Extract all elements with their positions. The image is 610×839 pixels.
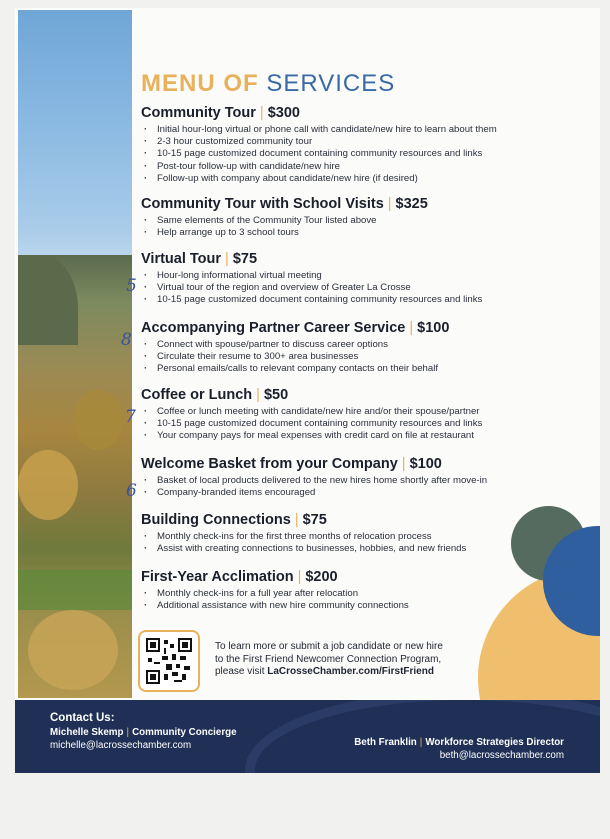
qr-info-text: [215, 641, 443, 679]
handwritten-number: 6: [126, 481, 137, 501]
service-name: Building Connections: [141, 512, 291, 528]
service-name: Community Tour: [141, 105, 256, 121]
list-item: · 2-3 hour customized community tour: [157, 136, 586, 148]
service-name: Accompanying Partner Career Service: [141, 320, 406, 336]
document-page: [15, 8, 600, 773]
contact-role: Workforce Strategies Director: [425, 737, 564, 748]
service-name: Coffee or Lunch: [141, 387, 253, 403]
contact-left: [50, 727, 237, 752]
list-item: · Help arrange up to 3 school tours: [157, 227, 586, 239]
list-item: · 10-15 page customized document containing community resources and links: [157, 294, 586, 306]
service-name: Community Tour with School Visits: [141, 196, 384, 212]
list-item: · Your company pays for meal expenses with credit card on file at restaurant: [157, 430, 586, 442]
qr-line: To learn more or submit a job candidate or new hire: [215, 641, 443, 652]
contact-email[interactable]: michelle@lacrossechamber.com: [50, 739, 192, 751]
list-item: · Follow-up with company about candidate/new hire (if desired): [157, 173, 586, 185]
website-link[interactable]: LaCrosseChamber.com/FirstFriend: [267, 666, 434, 677]
service-price: $200: [305, 569, 338, 585]
section-first-year: First-Year Acclimation | $200 · Monthly check-ins for a full year after relocation · Additional assistance with new hire community connections: [141, 568, 586, 612]
list-item: · 10-15 page customized document containing community resources and links: [157, 418, 586, 430]
section-partner-career: Accompanying Partner Career Service | $100 · Connect with spouse/partner to discuss career options · Circulate their resume to 300+ area businesses · Personal emails/calls to relevant company contacts on their behalf: [141, 319, 586, 376]
qr-line: please visit: [215, 666, 265, 677]
autumn-tree: [28, 610, 118, 690]
qr-code-pattern: [146, 638, 192, 684]
service-price: $300: [267, 105, 300, 121]
service-price: $75: [302, 512, 327, 528]
handwritten-number: 7: [125, 407, 136, 427]
list-item: · Basket of local products delivered to the new hires home shortly after move-in: [157, 475, 586, 487]
autumn-tree: [73, 390, 123, 450]
service-name: Welcome Basket from your Company: [141, 456, 398, 472]
handwritten-number: 5: [126, 276, 137, 296]
list-item: · Assist with creating connections to businesses, hobbies, and new friends: [157, 543, 586, 555]
list-item: · Circulate their resume to 300+ area businesses: [157, 351, 586, 363]
separator: |: [126, 727, 130, 738]
page-title: [141, 70, 395, 98]
contact-email[interactable]: beth@lacrossechamber.com: [439, 749, 564, 761]
service-price: $100: [417, 320, 450, 336]
list-item: · Initial hour-long virtual or phone call with candidate/new hire to learn about them: [157, 124, 586, 136]
section-school-visits: Community Tour with School Visits | $325 · Same elements of the Community Tour listed above · Help arrange up to 3 school tours: [141, 195, 586, 239]
list-item: · Monthly check-ins for the first three months of relocation process: [157, 531, 586, 543]
service-name: First-Year Acclimation: [141, 569, 294, 585]
section-welcome-basket: Welcome Basket from your Company | $100 · Basket of local products delivered to the new hires home shortly after move-in · Company-branded items encouraged: [141, 455, 586, 499]
contact-role: Community Concierge: [132, 727, 237, 738]
list-item: · Monthly check-ins for a full year after relocation: [157, 588, 586, 600]
section-virtual-tour: Virtual Tour | $75 · Hour-long informational virtual meeting · Virtual tour of the region and overview of Greater La Crosse · 10-15 page customized document containing community resources and links: [141, 250, 586, 307]
autumn-tree: [18, 450, 78, 520]
contact-name: Beth Franklin: [354, 737, 417, 748]
service-price: $75: [232, 251, 258, 267]
list-item: · Connect with spouse/partner to discuss career options: [157, 339, 586, 351]
contact-name: Michelle Skemp: [50, 727, 124, 738]
list-item: · Additional assistance with new hire community connections: [157, 600, 586, 612]
list-item: · Post-tour follow-up with candidate/new hire: [157, 161, 586, 173]
service-price: $50: [263, 387, 289, 403]
service-price: $325: [395, 196, 428, 212]
landscape-photo: [18, 10, 132, 698]
section-community-tour: Community Tour | $300 · Initial hour-long virtual or phone call with candidate/new hire to learn about them · 2-3 hour customized community tour · 10-15 page customized document containing community resources and links · Post-tour follow-up with candidate/new hire · Follow-up with company about candidate/new hire (if desired): [141, 104, 586, 185]
service-price: $100: [409, 456, 442, 472]
green-field: [18, 570, 132, 610]
title-part1: MENU OF: [141, 70, 259, 97]
contact-right: [354, 737, 564, 762]
list-item: · Same elements of the Community Tour listed above: [157, 215, 586, 227]
separator: |: [419, 737, 423, 748]
list-item: · Coffee or lunch meeting with candidate/new hire and/or their spouse/partner: [157, 406, 586, 418]
list-item: · Hour-long informational virtual meeting: [157, 270, 586, 282]
list-item: · Virtual tour of the region and overview of Greater La Crosse: [157, 282, 586, 294]
section-building-connections: Building Connections | $75 · Monthly check-ins for the first three months of relocation process · Assist with creating connections to businesses, hobbies, and new friends: [141, 511, 586, 555]
list-item: · Personal emails/calls to relevant company contacts on their behalf: [157, 363, 586, 375]
service-name: Virtual Tour: [141, 251, 222, 267]
contact-title: Contact Us:: [50, 712, 115, 724]
handwritten-number: 8: [121, 330, 132, 350]
list-item: · Company-branded items encouraged: [157, 487, 586, 499]
contact-footer: [15, 700, 600, 773]
qr-line: to the First Friend Newcomer Connection Program,: [215, 653, 442, 665]
list-item: · 10-15 page customized document containing community resources and links: [157, 148, 586, 160]
section-coffee-lunch: Coffee or Lunch | $50 · Coffee or lunch meeting with candidate/new hire and/or their spouse/partner · 10-15 page customized document containing community resources and links · Your company pays for meal expenses with credit card on file at restaurant: [141, 386, 586, 443]
qr-code[interactable]: [138, 630, 200, 692]
title-part2: SERVICES: [266, 70, 396, 97]
